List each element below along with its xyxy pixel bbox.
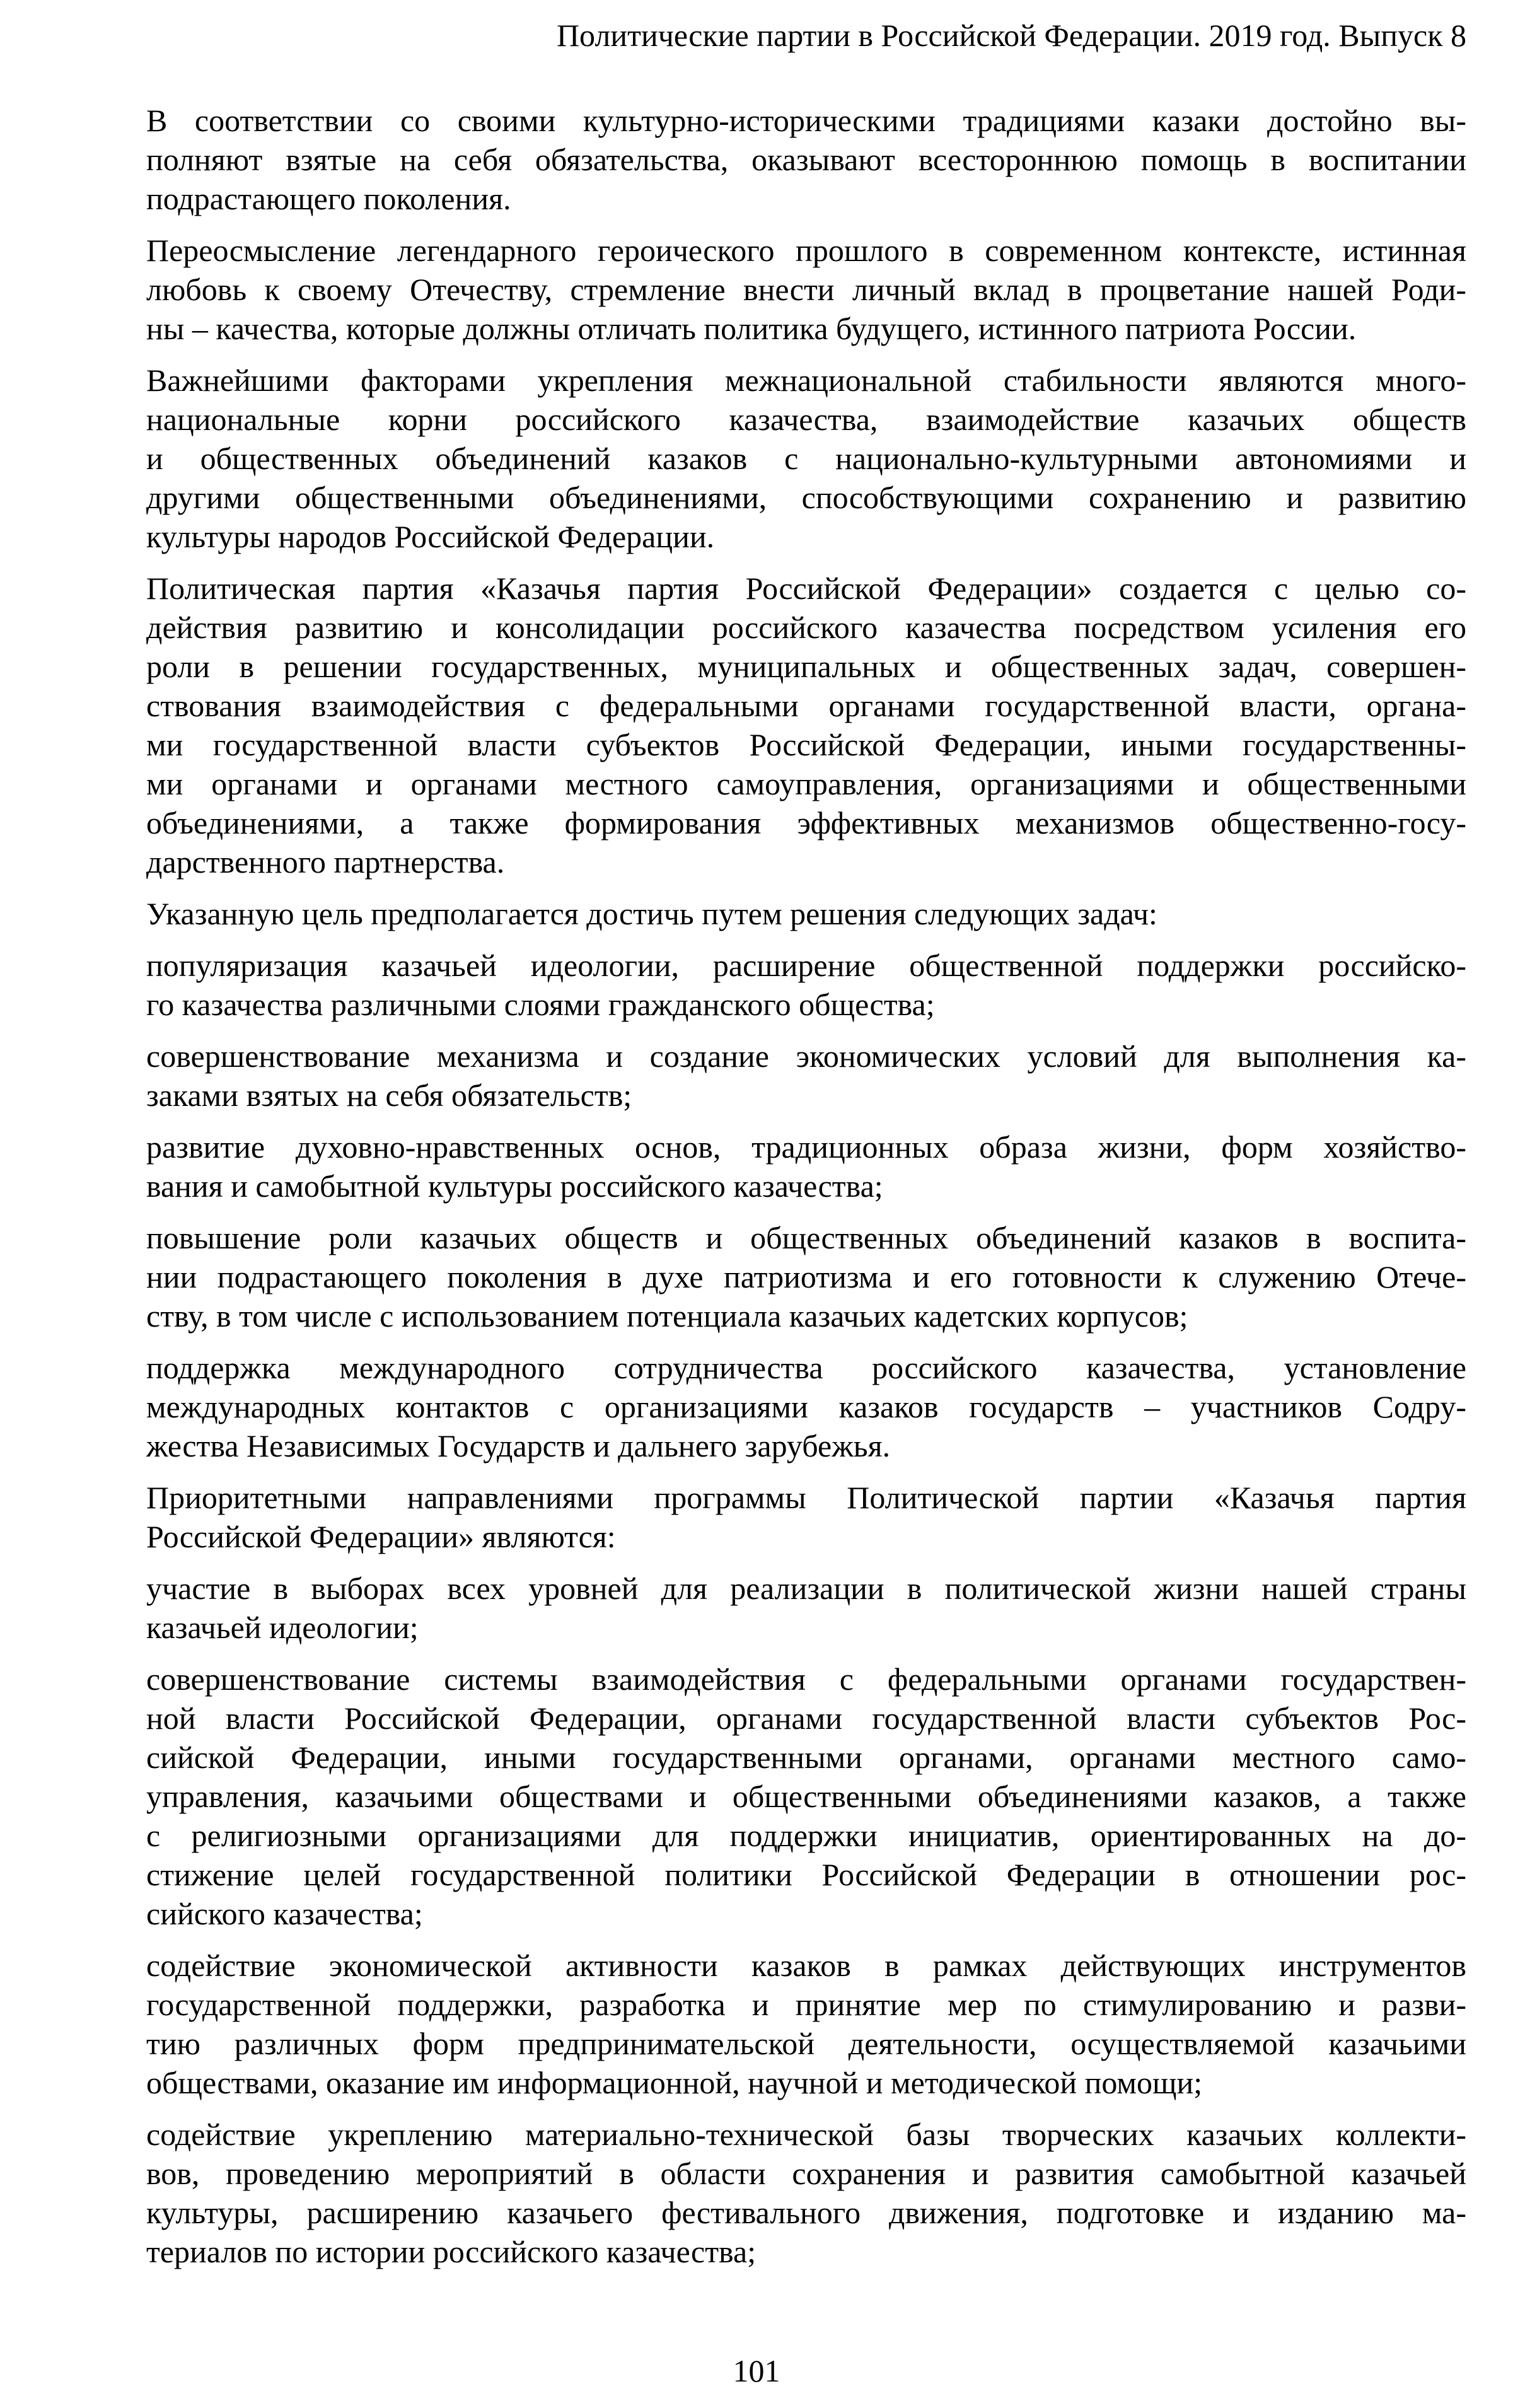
- text-line: нии подрастающего поколения в духе патриотизма и его готовности к служению Отече-: [146, 1259, 1466, 1294]
- text-line: ной власти Российской Федерации, органами государственной власти субъектов Рос-: [146, 1701, 1466, 1736]
- text-line: повышение роли казачьих обществ и общественных объединений казаков в воспита-: [146, 1220, 1466, 1255]
- paragraph: [146, 1218, 1466, 1335]
- text-line: вания и самобытной культуры российского казачества;: [146, 1168, 883, 1204]
- text-line: содействие экономической активности казаков в рамках действующих инструментов: [146, 1948, 1466, 1983]
- paragraph: [146, 361, 1466, 556]
- text-line: сийского казачества;: [146, 1896, 423, 1931]
- text-line: Российской Федерации» являются:: [146, 1519, 616, 1554]
- text-line: совершенствование механизма и создание экономических условий для выполнения ка-: [146, 1038, 1466, 1074]
- page-number: 101: [733, 2353, 780, 2388]
- paragraph: [146, 231, 1466, 348]
- text-line: Указанную цель предполагается достичь путем решения следующих задач:: [146, 896, 1157, 931]
- text-line: обществами, оказание им информационной, научной и методической помощи;: [146, 2065, 1203, 2100]
- paragraph: [146, 569, 1466, 881]
- paragraph: [146, 894, 1466, 933]
- text-line: Переосмысление легендарного героического прошлого в современном контексте, истинная: [146, 233, 1466, 268]
- text-line: вов, проведению мероприятий в области сохранения и развития самобытной казачьей: [146, 2156, 1466, 2191]
- text-line: действия развитию и консолидации российского казачества посредством усиления его: [146, 610, 1466, 645]
- paragraph: [146, 1660, 1466, 1933]
- text-line: международных контактов с организациями казаков государств – участников Содру-: [146, 1389, 1466, 1424]
- text-line: ми органами и органами местного самоуправления, организациями и общественными: [146, 766, 1466, 801]
- text-line: поддержка международного сотрудничества российского казачества, установление: [146, 1350, 1466, 1385]
- text-line: с религиозными организациями для поддержки инициатив, ориентированных на до-: [146, 1818, 1466, 1853]
- text-line: содействие укреплению материально-технической базы творческих казачьих коллекти-: [146, 2117, 1466, 2152]
- paragraph: [146, 2115, 1466, 2271]
- text-line: популяризация казачьей идеологии, расширение общественной поддержки российско-: [146, 948, 1466, 983]
- text-line: Приоритетными направлениями программы Политической партии «Казачья партия: [146, 1480, 1466, 1515]
- text-line: культуры народов Российской Федерации.: [146, 519, 715, 554]
- paragraph: [146, 946, 1466, 1024]
- text-line: Важнейшими факторами укрепления межнациональной стабильности являются много-: [146, 363, 1466, 398]
- text-line: заками взятых на себя обязательств;: [146, 1078, 632, 1113]
- running-header: Политические партии в Российской Федерации. 2019 год. Выпуск 8: [556, 18, 1466, 53]
- text-line: ми государственной власти субъектов Российской Федерации, иными государственны-: [146, 727, 1466, 762]
- text-line: териалов по истории российского казачества;: [146, 2234, 756, 2269]
- text-line: управления, казачьими обществами и общественными объединениями казаков, а также: [146, 1779, 1466, 1814]
- paragraph: [146, 1569, 1466, 1647]
- text-line: развитие духовно-нравственных основ, традиционных образа жизни, форм хозяйство-: [146, 1129, 1466, 1165]
- paragraph: [146, 101, 1466, 218]
- text-line: Политическая партия «Казачья партия Российской Федерации» создается с целью со-: [146, 571, 1466, 606]
- text-line: подрастающего поколения.: [146, 181, 511, 216]
- text-line: национальные корни российского казачества, взаимодействие казачьих обществ: [146, 402, 1466, 437]
- paragraph: [146, 1127, 1466, 1206]
- text-line: любовь к своему Отечеству, стремление внести личный вклад в процветание нашей Роди-: [146, 272, 1466, 307]
- text-line: культуры, расширению казачьего фестивального движения, подготовке и изданию ма-: [146, 2195, 1466, 2230]
- text-line: стижение целей государственной политики Российской Федерации в отношении рос-: [146, 1857, 1466, 1892]
- text-line: жества Независимых Государств и дальнего зарубежья.: [146, 1428, 891, 1463]
- text-line: и общественных объединений казаков с национально-культурными автономиями и: [146, 441, 1466, 476]
- text-line: го казачества различными слоями гражданского общества;: [146, 987, 935, 1022]
- text-line: полняют взятые на себя обязательства, оказывают всестороннюю помощь в воспитании: [146, 142, 1466, 177]
- paragraph: [146, 1348, 1466, 1465]
- text-line: ны – качества, которые должны отличать политика будущего, истинного патриота России.: [146, 311, 1357, 346]
- text-line: сийской Федерации, иными государственными органами, органами местного само-: [146, 1740, 1466, 1775]
- paragraph: [146, 1037, 1466, 1115]
- paragraph: [146, 1946, 1466, 2102]
- text-line: другими общественными объединениями, способствующими сохранению и развитию: [146, 480, 1466, 515]
- text-line: ству, в том числе с использованием потенциала казачьих кадетских корпусов;: [146, 1298, 1188, 1334]
- body-text: [146, 101, 1466, 2284]
- text-line: В соответствии со своими культурно-историческими традициями казаки достойно вы-: [146, 103, 1466, 138]
- text-line: тию различных форм предпринимательской деятельности, осуществляемой казачьими: [146, 2026, 1466, 2061]
- text-line: ствования взаимодействия с федеральными органами государственной власти, органа-: [146, 688, 1466, 723]
- text-line: совершенствование системы взаимодействия с федеральными органами государствен-: [146, 1661, 1466, 1697]
- text-line: казачьей идеологии;: [146, 1610, 419, 1645]
- paragraph: [146, 1478, 1466, 1556]
- text-line: дарственного партнерства.: [146, 844, 505, 880]
- text-line: объединениями, а также формирования эффективных механизмов общественно-госу-: [146, 805, 1466, 840]
- text-line: государственной поддержки, разработка и принятие мер по стимулированию и разви-: [146, 1987, 1466, 2022]
- text-line: участие в выборах всех уровней для реализации в политической жизни нашей страны: [146, 1571, 1466, 1606]
- text-line: роли в решении государственных, муниципальных и общественных задач, совершен-: [146, 649, 1466, 684]
